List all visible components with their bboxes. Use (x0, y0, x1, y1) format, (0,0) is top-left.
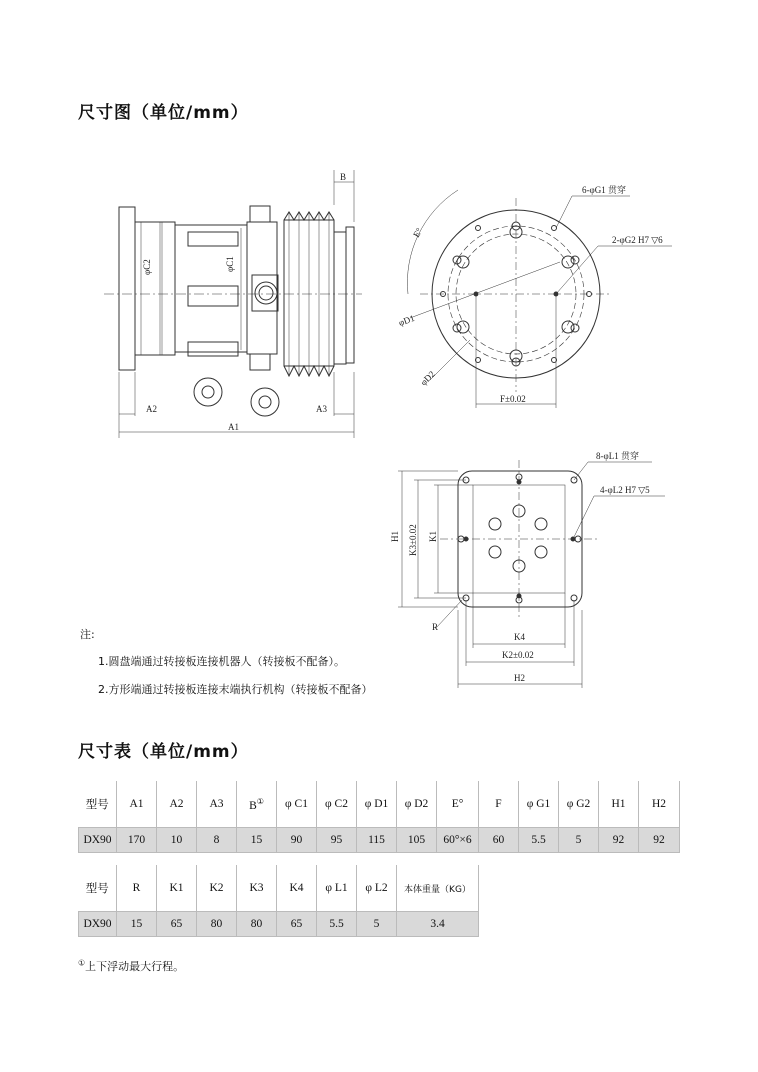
t2-value-l2: 5 (357, 912, 397, 937)
t1-header-d1: φ D1 (357, 781, 397, 828)
t1-value-b: 15 (237, 828, 277, 853)
notes-heading: 注: (80, 628, 95, 641)
t2-value-k4: 65 (277, 912, 317, 937)
label-K4: K4 (514, 632, 525, 642)
label-H2: H2 (514, 673, 525, 683)
t1-value-d2: 105 (397, 828, 437, 853)
t1-value-g1: 5.5 (519, 828, 559, 853)
t1-value-h2: 92 (639, 828, 680, 853)
t1-header-e: E° (437, 781, 479, 828)
dimension-table-title: 尺寸表（单位/mm） (78, 742, 249, 762)
t2-header-r: R (117, 865, 157, 912)
t2-header-l1: φ L1 (317, 865, 357, 912)
t1-value-a3: 8 (197, 828, 237, 853)
t1-header-a1: A1 (117, 781, 157, 828)
t1-header-c2: φ C2 (317, 781, 357, 828)
t1-header-a3: A3 (197, 781, 237, 828)
t1-header-h1: H1 (599, 781, 639, 828)
t2-header-k1: K1 (157, 865, 197, 912)
dimension-table-2 (78, 865, 479, 937)
t1-header-g2: φ G2 (559, 781, 599, 828)
t2-value-k3: 80 (237, 912, 277, 937)
label-F: F±0.02 (500, 394, 526, 404)
t2-value-model: DX90 (79, 912, 117, 937)
label-C1: φC1 (225, 256, 235, 272)
t2-header-k4: K4 (277, 865, 317, 912)
footnote-text: 上下浮动最大行程。 (85, 960, 185, 973)
t1-value-c2: 95 (317, 828, 357, 853)
label-D1: φD1 (397, 312, 416, 328)
t1-value-h1: 92 (599, 828, 639, 853)
label-C2: φC2 (142, 259, 152, 275)
t1-header-g1: φ G1 (519, 781, 559, 828)
label-B: B (340, 172, 347, 182)
t1-value-c1: 90 (277, 828, 317, 853)
t1-value-a1: 170 (117, 828, 157, 853)
t1-value-g2: 5 (559, 828, 599, 853)
label-E: E° (411, 226, 425, 239)
label-K3: K3±0.02 (408, 524, 418, 556)
label-R: R (432, 622, 439, 632)
footnote-mark: ① (78, 958, 86, 968)
label-K1: K1 (428, 531, 438, 542)
t2-header-model: 型号 (79, 865, 117, 912)
label-G2: 2-φG2 H7 ▽6 (612, 235, 663, 245)
label-K2: K2±0.02 (502, 650, 534, 660)
t1-header-b: B① (237, 781, 277, 828)
t2-value-l1: 5.5 (317, 912, 357, 937)
t1-value-a2: 10 (157, 828, 197, 853)
t1-header-d2: φ D2 (397, 781, 437, 828)
label-L1: 8-φL1 贯穿 (596, 451, 639, 461)
dimension-table-1 (78, 781, 680, 853)
dimension-drawing-title: 尺寸图（单位/mm） (78, 103, 249, 123)
t1-header-h2: H2 (639, 781, 680, 828)
label-D2: φD2 (418, 368, 437, 388)
t1-value-f: 60 (479, 828, 519, 853)
t1-value-d1: 115 (357, 828, 397, 853)
t1-header-f: F (479, 781, 519, 828)
t2-value-k2: 80 (197, 912, 237, 937)
t1-value-model: DX90 (79, 828, 117, 853)
label-L2: 4-φL2 H7 ▽5 (600, 485, 650, 495)
t2-value-k1: 65 (157, 912, 197, 937)
note-item-1: 1.圆盘端通过转接板连接机器人（转接板不配备）。 (98, 655, 345, 668)
label-A3: A3 (316, 404, 327, 414)
label-A2: A2 (146, 404, 157, 414)
label-H1: H1 (390, 531, 400, 542)
t2-header-weight: 本体重量（KG） (397, 865, 479, 912)
note-item-2: 2.方形端通过转接板连接末端执行机构（转接板不配备） (98, 683, 373, 696)
t1-value-e: 60°×6 (437, 828, 479, 853)
t1-header-c1: φ C1 (277, 781, 317, 828)
t1-header-a2: A2 (157, 781, 197, 828)
label-G1: 6-φG1 贯穿 (582, 185, 626, 195)
footnote-ref: ① (256, 796, 264, 806)
t2-value-weight: 3.4 (397, 912, 479, 937)
t2-header-l2: φ L2 (357, 865, 397, 912)
footnote (78, 958, 184, 974)
label-A1: A1 (228, 422, 239, 432)
t2-value-r: 15 (117, 912, 157, 937)
t2-header-k2: K2 (197, 865, 237, 912)
t1-header-model: 型号 (79, 781, 117, 828)
t2-header-k3: K3 (237, 865, 277, 912)
